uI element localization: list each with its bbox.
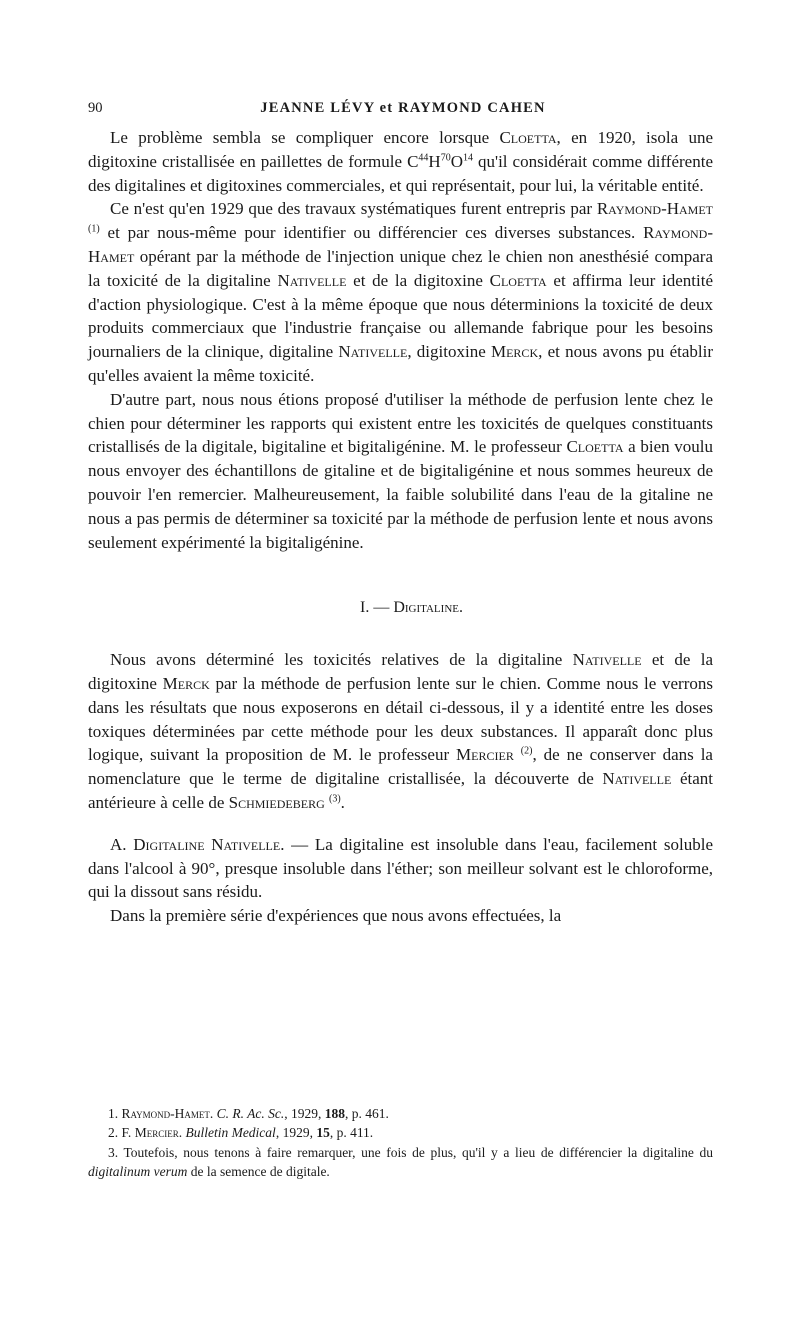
footnote-ref: (3) — [329, 793, 341, 805]
paragraph-3: D'autre part, nous nous étions proposé d'utiliser la méthode de perfusion lente chez le chien pour déterminer les rapports qui existent entre les toxicités de quelques constituants cristallisés de la digitale, bigitaline et bigitaligénine. M. le professeur Cloetta a bien voulu nous envoyer des échantillons de gitaline et de bigitaligénine et nous sommes heureux de pouvoir l'en remercier. Malheureusement, la faible solubilité dans l'eau de la gitaline ne nous a pas permis de déterminer sa toxicité par la méthode de perfusion lente et nous avons seulement expérimenté la bigitaligénine. — [88, 389, 713, 552]
formula-subscript: 14 — [462, 152, 473, 164]
author-name: Schmiedeberg — [228, 792, 325, 812]
author-name: Nativelle — [572, 650, 642, 670]
paragraph-5: A. Digitaline Nativelle. — La digitaline est insoluble dans l'eau, facilement soluble dans l'alcool à 90°, presque insoluble dans l'éther; son meilleur solvant est le chloroforme, qui la dissout sans résidu. — [88, 834, 713, 902]
footnote-ref: (2) — [520, 745, 533, 757]
author-name: Nativelle — [602, 769, 672, 789]
paragraph-6: Dans la première série d'expériences que nous avons effectuées, la — [110, 906, 562, 926]
page-header — [88, 100, 718, 124]
author-name: Merck — [490, 342, 539, 362]
author-name: Raymond-Hamet — [596, 199, 713, 219]
page-number: 90 — [88, 100, 103, 116]
footnote-2: 2. F. Mercier. Bulletin Medical, 1929, 15, p. 411. — [108, 1125, 374, 1141]
paragraph-2: Ce n'est qu'en 1929 que des travaux systématiques furent entrepris par Raymond-Hamet $^{(1)}$ et par nous-même pour identifier ou différencier ces diverses substances. Raymond-Hamet opérant par la méthode de l'injection unique chez le chien non anesthésié compara la toxicité de la digitaline Nativelle et de la digitoxine Cloetta et affirma leur identité d'action physiologique. C'est à la même époque que nous déterminions la toxicité de deux produits commerciaux que l'industrie française ou allemande fabrique pour les besoins journaliers de la clinique, digitaline Nativelle, digitoxine Merck, et nous avons pu établir qu'elles avaient la même toxicité. — [88, 199, 713, 385]
footnote-1: 1. Raymond-Hamet. C. R. Ac. Sc., 1929, 188, p. 461. — [108, 1106, 389, 1121]
subsection-label: A. Digitaline Nativelle. — [110, 834, 285, 854]
formula-subscript: 70 — [440, 152, 451, 164]
author-name: Mercier — [456, 745, 514, 765]
author-name: Cloetta — [566, 437, 624, 457]
running-head: JEANNE LÉVY et RAYMOND CAHEN — [260, 100, 546, 116]
footnotes — [88, 1104, 713, 1182]
formula-subscript: 44 — [418, 152, 429, 164]
author-name: Raymond-Hamet — [88, 223, 713, 266]
author-name: Cloetta — [499, 128, 557, 147]
footnote-3: 3. Toutefois, nous tenons à faire remarquer, une fois de plus, qu'il y a lieu de différencier la digitaline du digitalinum verum de la semence de digitale. — [88, 1144, 713, 1180]
paragraph-1: Le problème sembla se compliquer encore lorsque Cloetta, en 1920, isola une digitoxine cristallisée en paillettes de formule $C^{44}H^{70}O^{14}$ qu'il considérait comme différente des digitalines et digitoxines commerciales, et qui représentait, pour lui, la véritable entité. — [88, 128, 713, 195]
author-name: Cloetta — [489, 270, 547, 290]
section-title: I. — Digitaline. — [360, 599, 463, 617]
author-name: Nativelle — [277, 270, 347, 290]
author-name: Merck — [162, 673, 210, 693]
author-name: Nativelle — [338, 342, 408, 362]
paragraph-4: Nous avons déterminé les toxicités relatives de la digitaline Nativelle et de la digitoxine Merck par la méthode de perfusion lente sur le chien. Comme nous le verrons dans les résultats que nous exposerons en détail ci-dessous, il y a identité entre les doses toxiques déterminées par cette méthode pour les deux substances. Il apparaît donc plus logique, suivant la proposition de M. le professeur Mercier $^{(2)}$, de ne conserver dans la nomenclature que le terme de digitaline cristallisée, la découverte de Nativelle étant antérieure à celle de Schmiedeberg $^{(3)}$. — [88, 650, 714, 812]
footnote-ref: (1) — [88, 223, 100, 235]
body-text — [88, 126, 713, 928]
